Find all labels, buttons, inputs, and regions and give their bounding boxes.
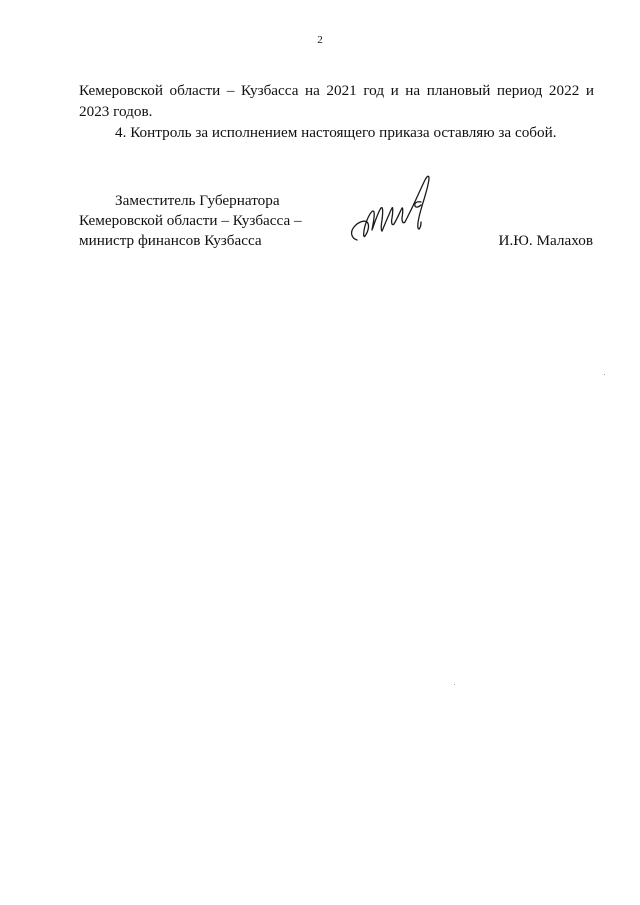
scan-artifact (604, 374, 605, 375)
handwritten-signature (345, 172, 437, 248)
paragraph-item-4: 4. Контроль за исполнением настоящего приказа оставляю за собой. (115, 124, 557, 141)
scan-artifact (454, 684, 455, 685)
position-line-2: Кемеровской области – Кузбасса – (79, 212, 302, 229)
continued-paragraph-line-2: 2023 годов. (79, 103, 153, 120)
page-number: 2 (317, 34, 323, 46)
signatory-position (79, 191, 302, 251)
signature-stroke-4 (415, 202, 421, 207)
position-line-3: министр финансов Кузбасса (79, 232, 262, 249)
signature-stroke-2 (382, 208, 411, 231)
continued-paragraph (79, 80, 594, 122)
signature-stroke-3 (411, 176, 429, 229)
position-line-1: Заместитель Губернатора (115, 192, 280, 209)
signer-name: И.Ю. Малахов (498, 232, 593, 249)
document-body (79, 80, 594, 143)
signature-stroke-1 (352, 208, 383, 240)
continued-paragraph-line-1: Кемеровской области – Кузбасса на 2021 год и на плановый период 2022 и (79, 82, 594, 99)
